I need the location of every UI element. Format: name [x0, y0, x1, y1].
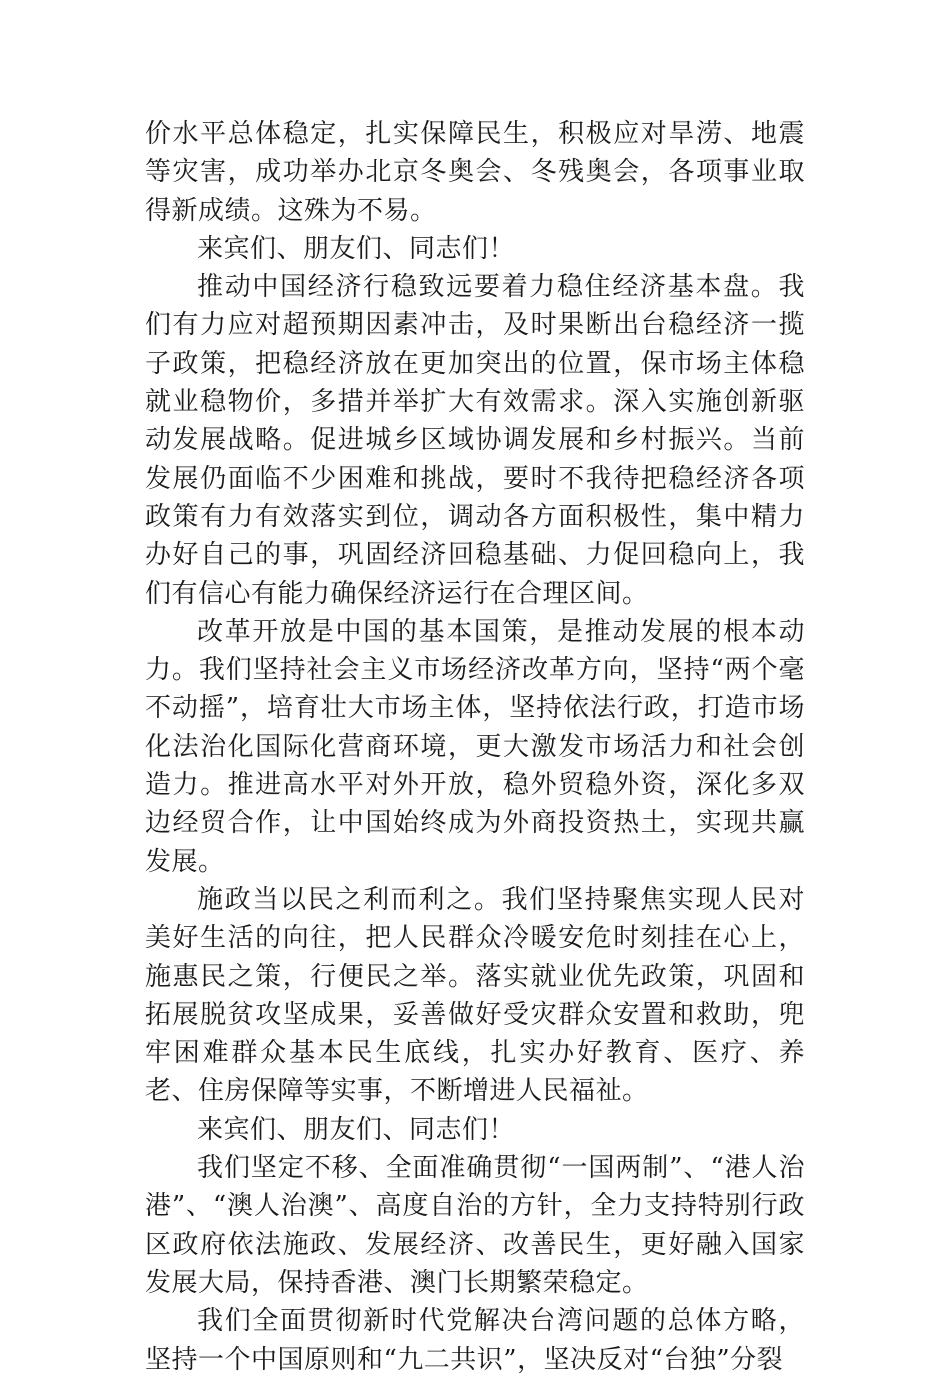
paragraph-economy: 推动中国经济行稳致远要着力稳住经济基本盘。我们有力应对超预期因素冲击，及时果断出台稳经济一揽子政策，把稳经济放在更加突出的位置，保市场主体稳就业稳物价，多措并举扩大有效需求。深入实施创新驱动发展战略。促进城乡区域协调发展和乡村振兴。当前发展仍面临不少困难和挑战，要时不我待把稳经济各项政策有力有效落实到位，调动各方面积极性，集中精力办好自己的事，巩固经济回稳基础、力促回稳向上，我们有信心有能力确保经济运行在合理区间。 [145, 272, 805, 609]
paragraph-reform-opening: 改革开放是中国的基本国策，是推动发展的根本动力。我们坚持社会主义市场经济改革方向，坚持“两个毫不动摇”，培育壮大市场主体，坚持依法行政，打造市场化法治化国际化营商环境，更大激发市场活力和社会创造力。推进高水平对外开放，稳外贸稳外资，深化多双边经贸合作，让中国始终成为外商投资热土，实现共赢发展。 [145, 616, 805, 877]
paragraph-continued: 价水平总体稳定，扎实保障民生，积极应对旱涝、地震等灾害，成功举办北京冬奥会、冬残奥会，各项事业取得新成绩。这殊为不易。 [145, 119, 805, 226]
paragraph-salutation: 来宾们、朋友们、同志们！ [197, 1114, 516, 1145]
paragraph-salutation: 来宾们、朋友们、同志们！ [197, 233, 516, 264]
paragraph-livelihood: 施政当以民之利而利之。我们坚持聚焦实现人民对美好生活的向往，把人民群众冷暖安危时刻挂在心上，施惠民之策，行便民之举。落实就业优先政策，巩固和拓展脱贫攻坚成果，妥善做好受灾群众安置和救助，兜牢困难群众基本民生底线，扎实办好教育、医疗、养老、住房保障等实事，不断增进人民福祉。 [145, 884, 805, 1107]
document-body [145, 115, 805, 1379]
paragraph-taiwan: 我们全面贯彻新时代党解决台湾问题的总体方略，坚持一个中国原则和“九二共识”，坚决反对“台独”分裂 [145, 1306, 805, 1375]
paragraph-hk-macao: 我们坚定不移、全面准确贯彻“一国两制”、“港人治港”、“澳人治澳”、高度自治的方针，全力支持特别行政区政府依法施政、发展经济、改善民生，更好融入国家发展大局，保持香港、澳门长期繁荣稳定。 [145, 1153, 805, 1298]
